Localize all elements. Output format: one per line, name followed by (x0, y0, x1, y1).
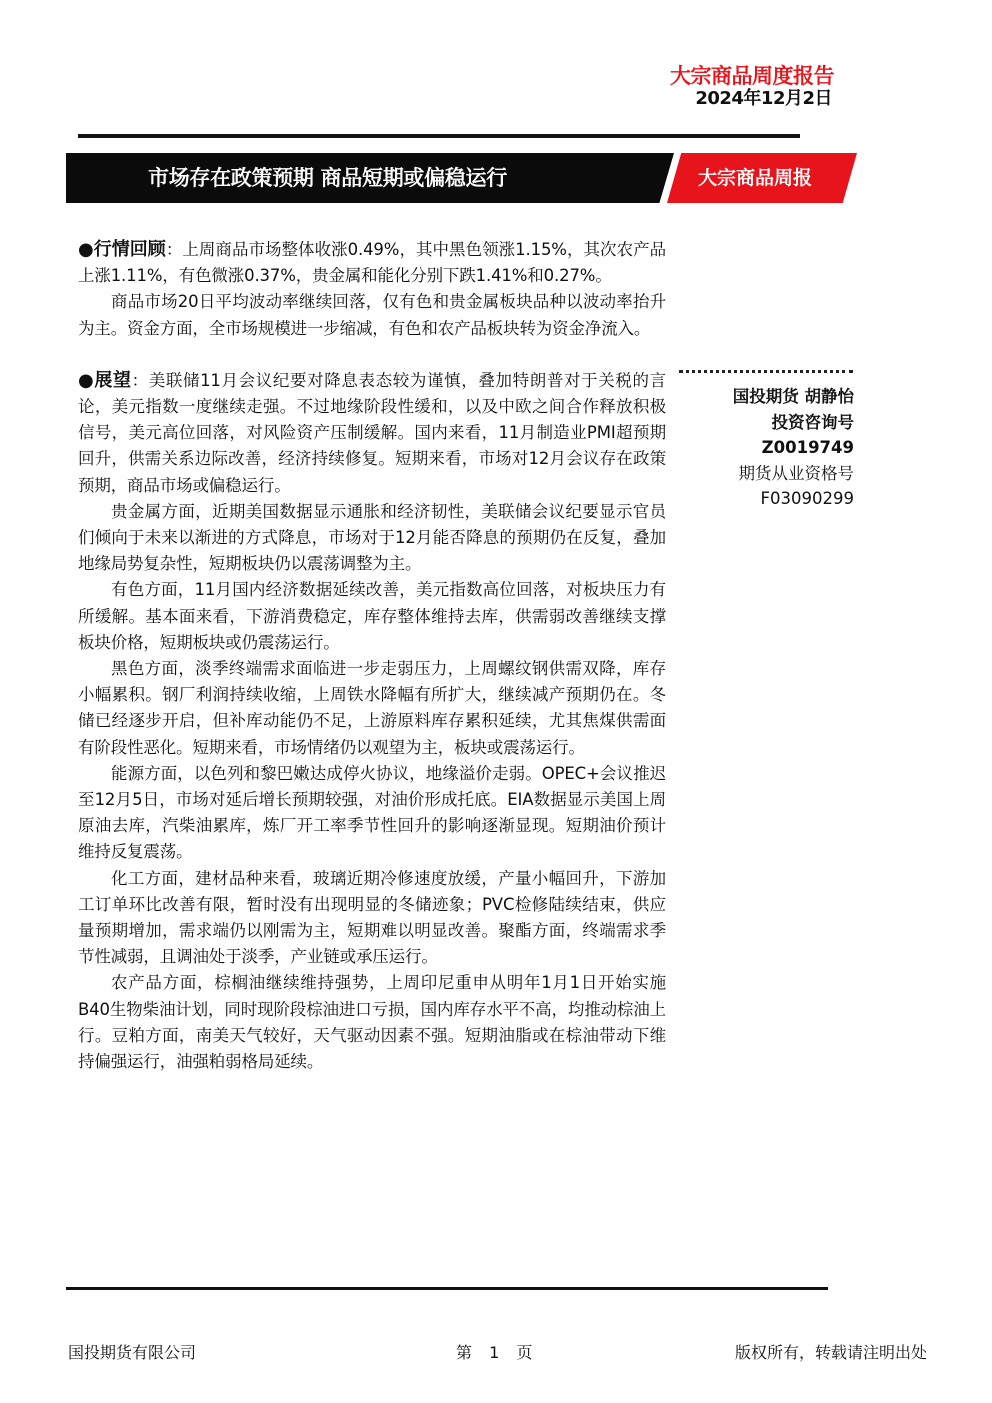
report-date: 2024年12月2日 (695, 88, 832, 109)
report-category: 大宗商品周报 (698, 167, 813, 189)
energy-paragraph: 能源方面，以色列和黎巴嫩达成停火协议，地缘溢价走弱。OPEC+会议推迟至12月5日，市场对延后增长预期较强，对油价形成托底。EIA数据显示美国上周原油去库，汽柴油累库，炼厂开工率季节性回升的影响逐渐显现。短期油价预计维持反复震荡。 (78, 763, 666, 862)
consulting-number-label: 投资咨询号 (771, 412, 854, 432)
outlook-heading: ●展望 (78, 369, 132, 391)
review-text: 上周商品市场整体收涨0.49%，其中黑色领涨1.15%，其次农产品上涨1.11%，有色微涨0.37%，贵金属和能化分别下跌1.41%和0.27%。 (78, 240, 666, 286)
chemicals-paragraph: 化工方面，建材品种来看，玻璃近期冷修速度放缓，产量小幅回升，下游加工订单环比改善有限，暂时没有出现明显的冬储迹象；PVC检修陆续结束，供应量预期增加，需求端仍以刚需为主，短期难以明显改善。聚酯方面，终端需求季节性减弱，且调油处于淡季，产业链或承压运行。 (78, 868, 666, 967)
outlook-paragraph (78, 368, 666, 499)
bottom-divider (66, 1287, 828, 1290)
analyst-name: 国投期货 胡静怡 (732, 387, 854, 406)
sidebar-dotted-divider (679, 370, 853, 373)
review-volatility-paragraph: 商品市场20日平均波动率继续回落，仅有色和贵金属板块品种以波动率抬升为主。资金方面，全市场规模进一步缩减，有色和农产品板块转为资金净流入。 (78, 292, 666, 338)
qualification-label: 期货从业资格号 (738, 463, 854, 483)
precious-metals-paragraph: 贵金属方面，近期美国数据显示通胀和经济韧性，美联储会议纪要显示官员们倾向于未来以渐进的方式降息，市场对于12月能否降息的预期仍在反复，叠加地缘局势复杂性，短期板块仍以震荡调整为主。 (78, 501, 666, 574)
report-type-title: 大宗商品周度报告 (670, 64, 834, 88)
footer-page-number: 第 1 页 (456, 1343, 533, 1362)
outlook-colon: ： (131, 370, 149, 390)
main-content (78, 237, 666, 1075)
ferrous-paragraph: 黑色方面，淡季终端需求面临进一步走弱压力，上周螺纹钢供需双降，库存小幅累积。钢厂利润持续收缩，上周铁水降幅有所扩大，继续减产预期仍在。冬储已经逐步开启，但补库动能仍不足，上游原料库存累积延续，尤其焦煤供需面有阶段性恶化。短期来看，市场情绪仍以观望为主，板块或震荡运行。 (78, 659, 666, 757)
review-colon: ： (165, 240, 183, 259)
footer-copyright: 版权所有，转载请注明出处 (734, 1343, 927, 1362)
analyst-info (654, 384, 854, 512)
agriculture-paragraph: 农产品方面，棕榈油继续维持强势，上周印尼重申从明年1月1日开始实施B40生物柴油计划，同时现阶段棕油进口亏损，国内库存水平不高，均推动棕油上行。豆粕方面，南美天气较好，天气驱动因素不强。短期油脂或在棕油带动下维持偏强运行，油强粕弱格局延续。 (78, 973, 666, 1072)
qualification-number: F03090299 (760, 489, 854, 508)
footer-company: 国投期货有限公司 (68, 1343, 197, 1362)
review-heading: ●行情回顾 (78, 239, 166, 260)
nonferrous-paragraph: 有色方面，11月国内经济数据延续改善，美元指数高位回落，对板块压力有所缓解。基本面来看，下游消费稳定，库存整体维持去库，供需弱改善继续支撑板块价格，短期板块或仍震荡运行。 (78, 580, 666, 652)
outlook-text: 美联储11月会议纪要对降息表态较为谨慎，叠加特朗普对于关税的言论，美元指数一度继续走强。不过地缘阶段性缓和，以及中欧之间合作释放积极信号，美元高位回落，对风险资产压制缓解。国内来看，11月制造业PMI超预期回升，供需关系边际改善，经济持续修复。短期来看，市场对12月会议存在政策预期，商品市场或偏稳运行。 (78, 370, 666, 495)
consulting-number: Z0019749 (761, 438, 854, 457)
report-headline: 市场存在政策预期 商品短期或偏稳运行 (148, 166, 507, 190)
top-divider (78, 134, 800, 138)
review-paragraph (78, 237, 666, 289)
